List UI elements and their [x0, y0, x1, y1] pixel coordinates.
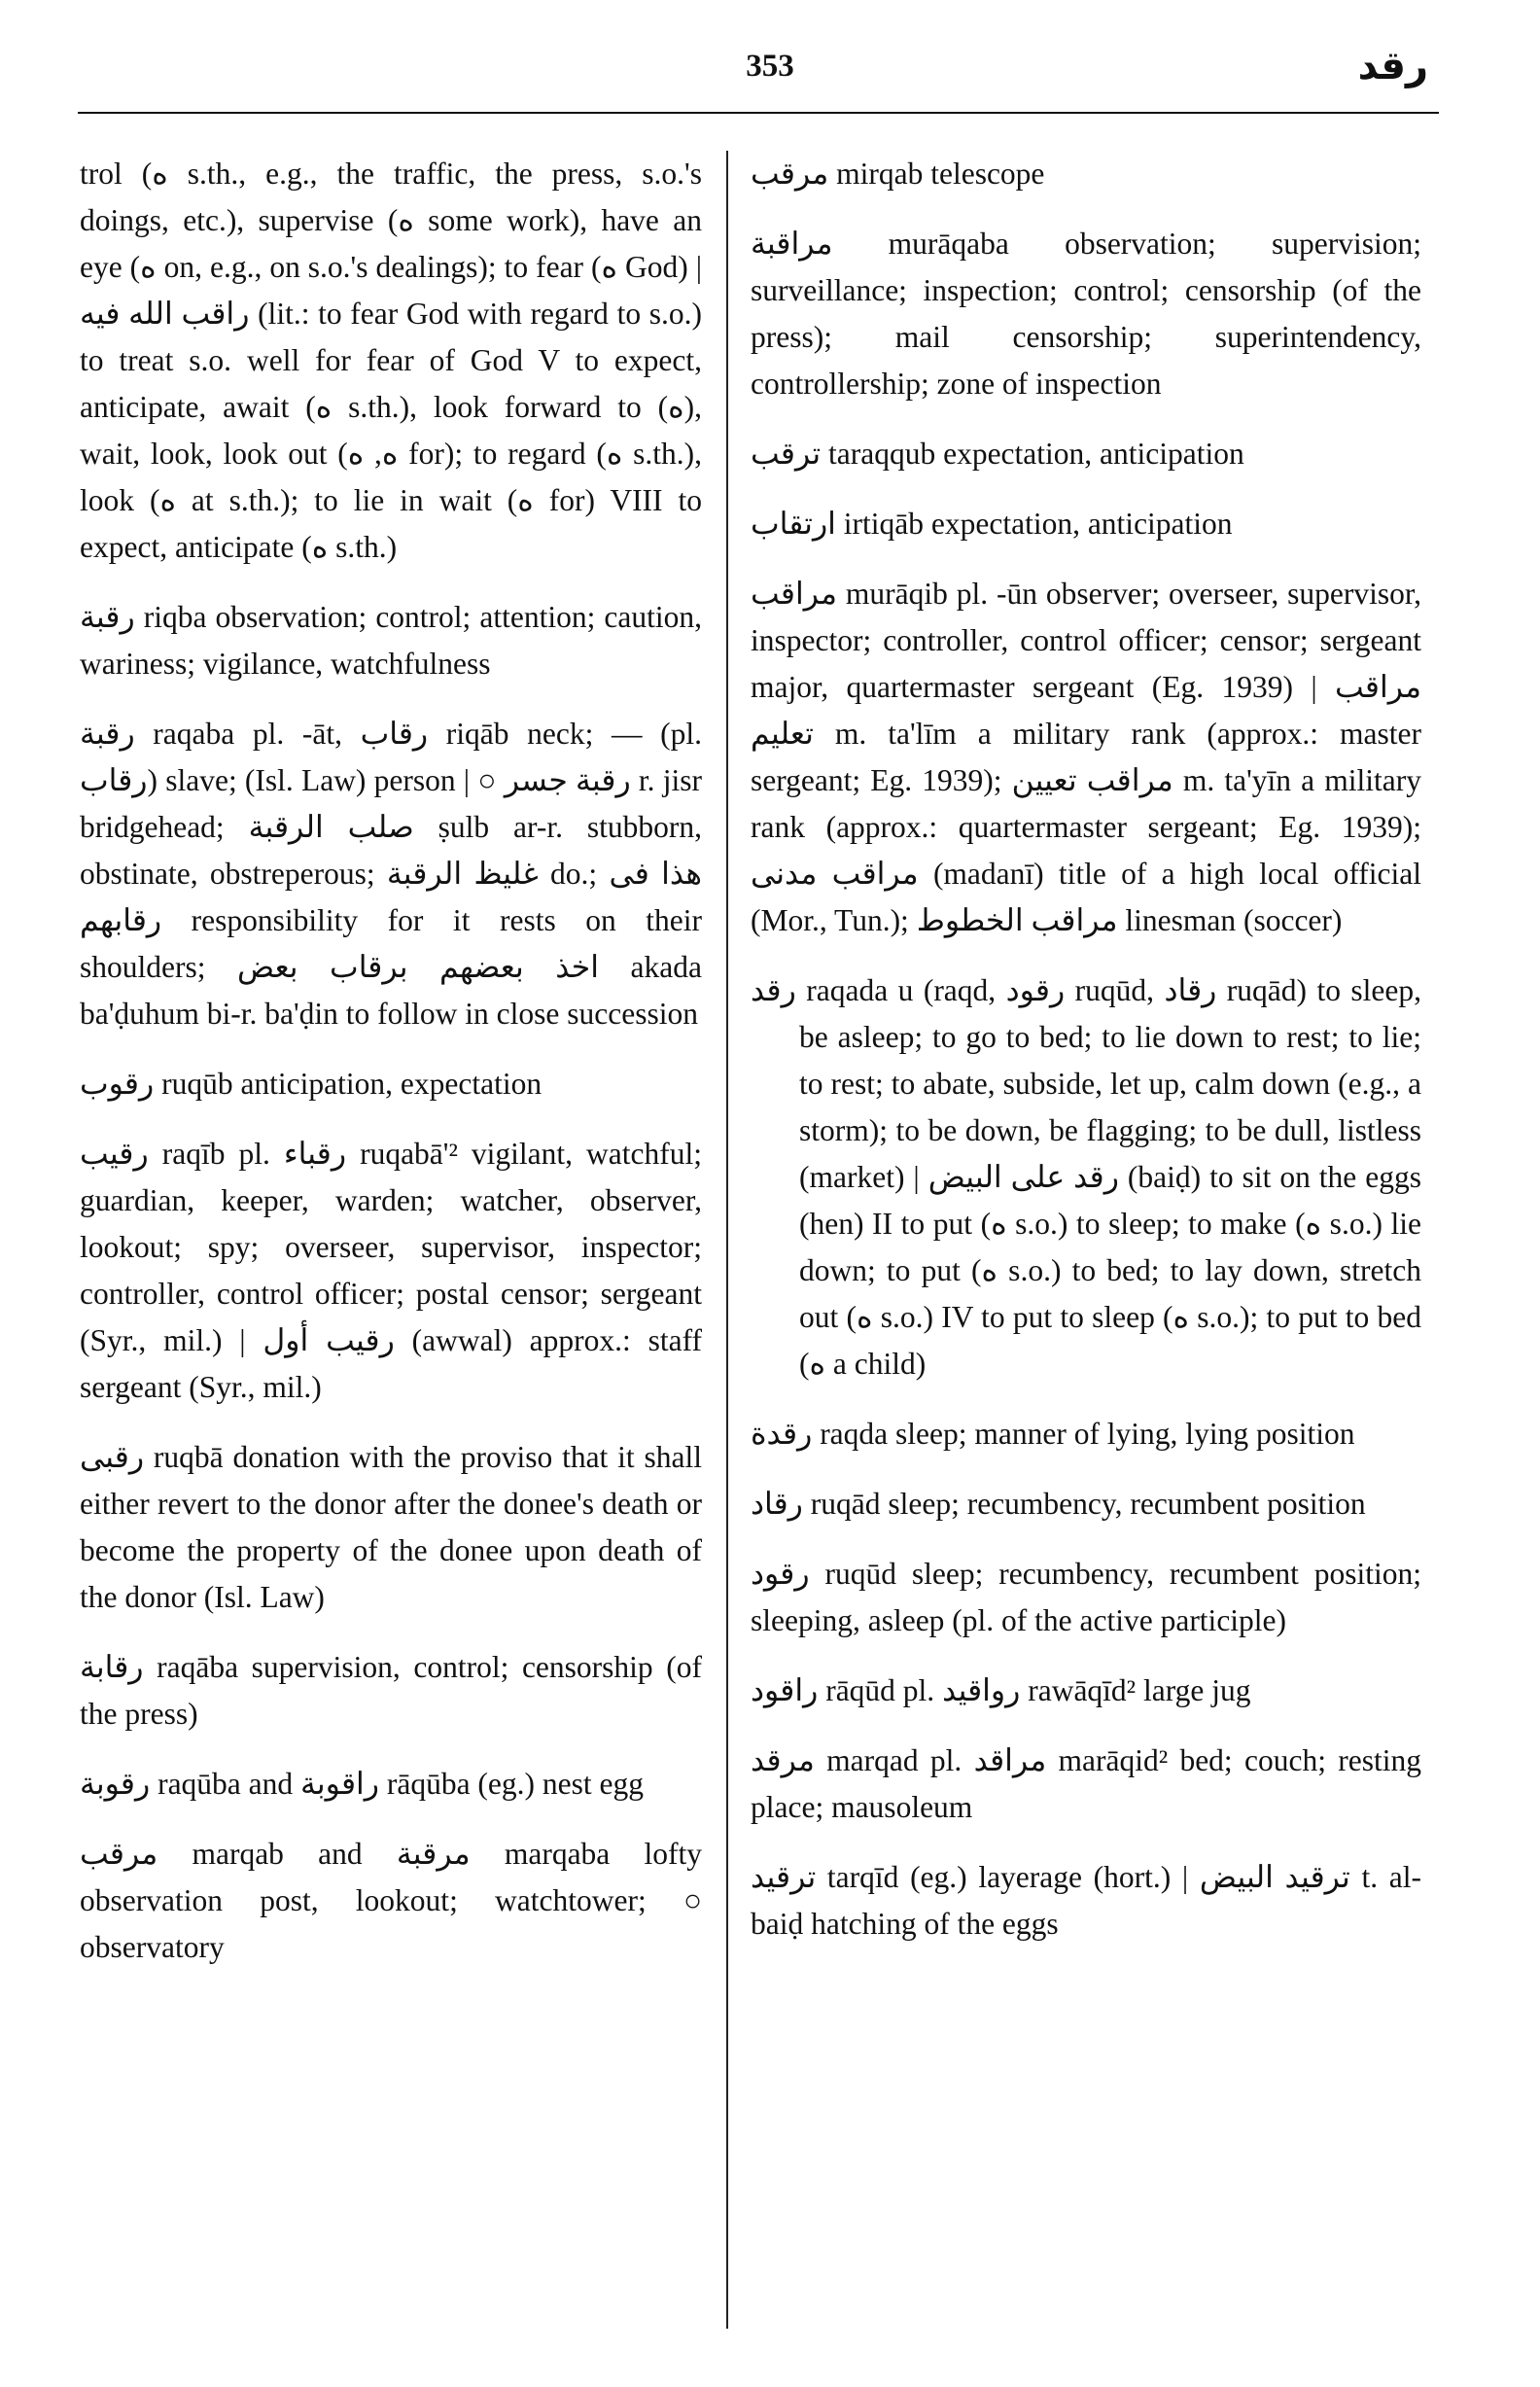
column-divider	[726, 151, 728, 2329]
left-column	[80, 151, 702, 1994]
dictionary-entry: ترقب taraqqub expectation, anticipation	[751, 437, 1244, 471]
dictionary-entry: مراقبة murāqaba observation; supervision; surveillance; inspection; control; censorship (of the press); mail censorship; superintendency, controllership; zone of inspection	[751, 227, 1421, 401]
running-head: رقد	[1357, 44, 1428, 88]
dictionary-entry: رقيب raqīb pl. رقباء ruqabā'² vigilant, watchful; guardian, keeper, warden; watcher, observer, lookout; spy; overseer, supervisor, inspector; controller, control officer; postal censor; sergeant (Syr., mil.) | رقيب أول (awwal) approx.: staff sergeant (Syr., mil.)	[80, 1137, 702, 1404]
dictionary-entry: ترقيد tarqīd (eg.) layerage (hort.) | ترقيد البيض t. al-baiḍ hatching of the eggs	[751, 1860, 1421, 1941]
dictionary-entry: ارتقاب irtiqāb expectation, anticipation	[751, 507, 1233, 541]
dictionary-entry: رقاد ruqād sleep; recumbency, recumbent position	[751, 1487, 1366, 1521]
dictionary-entry: مرقد marqad pl. مراقد marāqid² bed; couch; resting place; mausoleum	[751, 1743, 1421, 1824]
dictionary-entry: رقبة riqba observation; control; attention; caution, wariness; vigilance, watchfulness	[80, 600, 702, 681]
right-column	[751, 151, 1421, 1971]
dictionary-entry: رقوبة raqūba and راقوبة rāqūba (eg.) nest egg	[80, 1767, 644, 1801]
dictionary-entry: مراقب murāqib pl. -ūn observer; overseer, supervisor, inspector; controller, control officer; censor; sergeant major, quartermaster sergeant (Eg. 1939) | مراقب تعليم m. ta'līm a military rank (approx.: master sergeant; Eg. 1939); مراقب تعيين m. ta'yīn a military rank (approx.: quartermaster sergeant; Eg. 1939); مراقب مدنى (madanī) title of a high local official (Mor., Tun.); مراقب الخطوط linesman (soccer)	[751, 577, 1422, 937]
dictionary-entry: رقود ruqūd sleep; recumbency, recumbent position; sleeping, asleep (pl. of the active participle)	[751, 1557, 1421, 1637]
dictionary-entry: مرقب mirqab telescope	[751, 157, 1045, 191]
dictionary-entry: رقبة raqaba pl. -āt, رقاب riqāb neck; — (pl. رقاب) slave; (Isl. Law) person | ○ رقبة جسر r. jisr bridgehead; صلب الرقبة ṣulb ar-r. stubborn, obstinate, obstreperous; غليظ الرقبة do.; هذا فى رقابهم responsibility for it rests on their shoulders; اخذ بعضهم برقاب بعض akada ba'ḍuhum bi-r. ba'ḍin to follow in close succession	[80, 717, 703, 1031]
dictionary-entry: رقدة raqda sleep; manner of lying, lying position	[751, 1417, 1355, 1451]
root-entry: رقد raqada u (raqd, رقود ruqūd, رقاد ruqād) to sleep, be asleep; to go to bed; to lie down to rest; to lie; to rest; to abate, subside, let up, calm down (e.g., a storm); to be down, be flagging; to be dull, listless (market) | رقد على البيض (baiḍ) to sit on the eggs (hen) II to put (ه s.o.) to sleep; to make (ه s.o.) lie down; to put (ه s.o.) to bed; to lay down, stretch out (ه s.o.) IV to put to sleep (ه s.o.); to put to bed (ه a child)	[751, 973, 1422, 1381]
page-number: 353	[746, 49, 794, 84]
dictionary-entry: راقود rāqūd pl. رواقيد rawāqīd² large jug	[751, 1673, 1251, 1707]
dictionary-entry: رقبى ruqbā donation with the proviso that it shall either revert to the donor after the donee's death or become the property of the donee upon death of the donor (Isl. Law)	[80, 1440, 702, 1614]
dictionary-entry: trol (ه s.th., e.g., the traffic, the press, s.o.'s doings, etc.), supervise (ه some work), have an eye (ه on, e.g., on s.o.'s dealings); to fear (ه God) | راقب الله فيه (lit.: to fear God with regard to s.o.) to treat s.o. well for fear of God V to expect, anticipate, await (ه s.th.), look forward to (ه), wait, look, look out (ه, ه for); to regard (ه s.th.), look (ه at s.th.); to lie in wait (ه for) VIII to expect, anticipate (ه s.th.)	[80, 157, 702, 564]
dictionary-entry: رقوب ruqūb anticipation, expectation	[80, 1067, 542, 1101]
header-rule	[78, 112, 1439, 114]
dictionary-entry: مرقب marqab and مرقبة marqaba lofty observation post, lookout; watchtower; ○ observatory	[80, 1837, 703, 1964]
dictionary-entry: رقابة raqāba supervision, control; censorship (of the press)	[80, 1650, 702, 1731]
